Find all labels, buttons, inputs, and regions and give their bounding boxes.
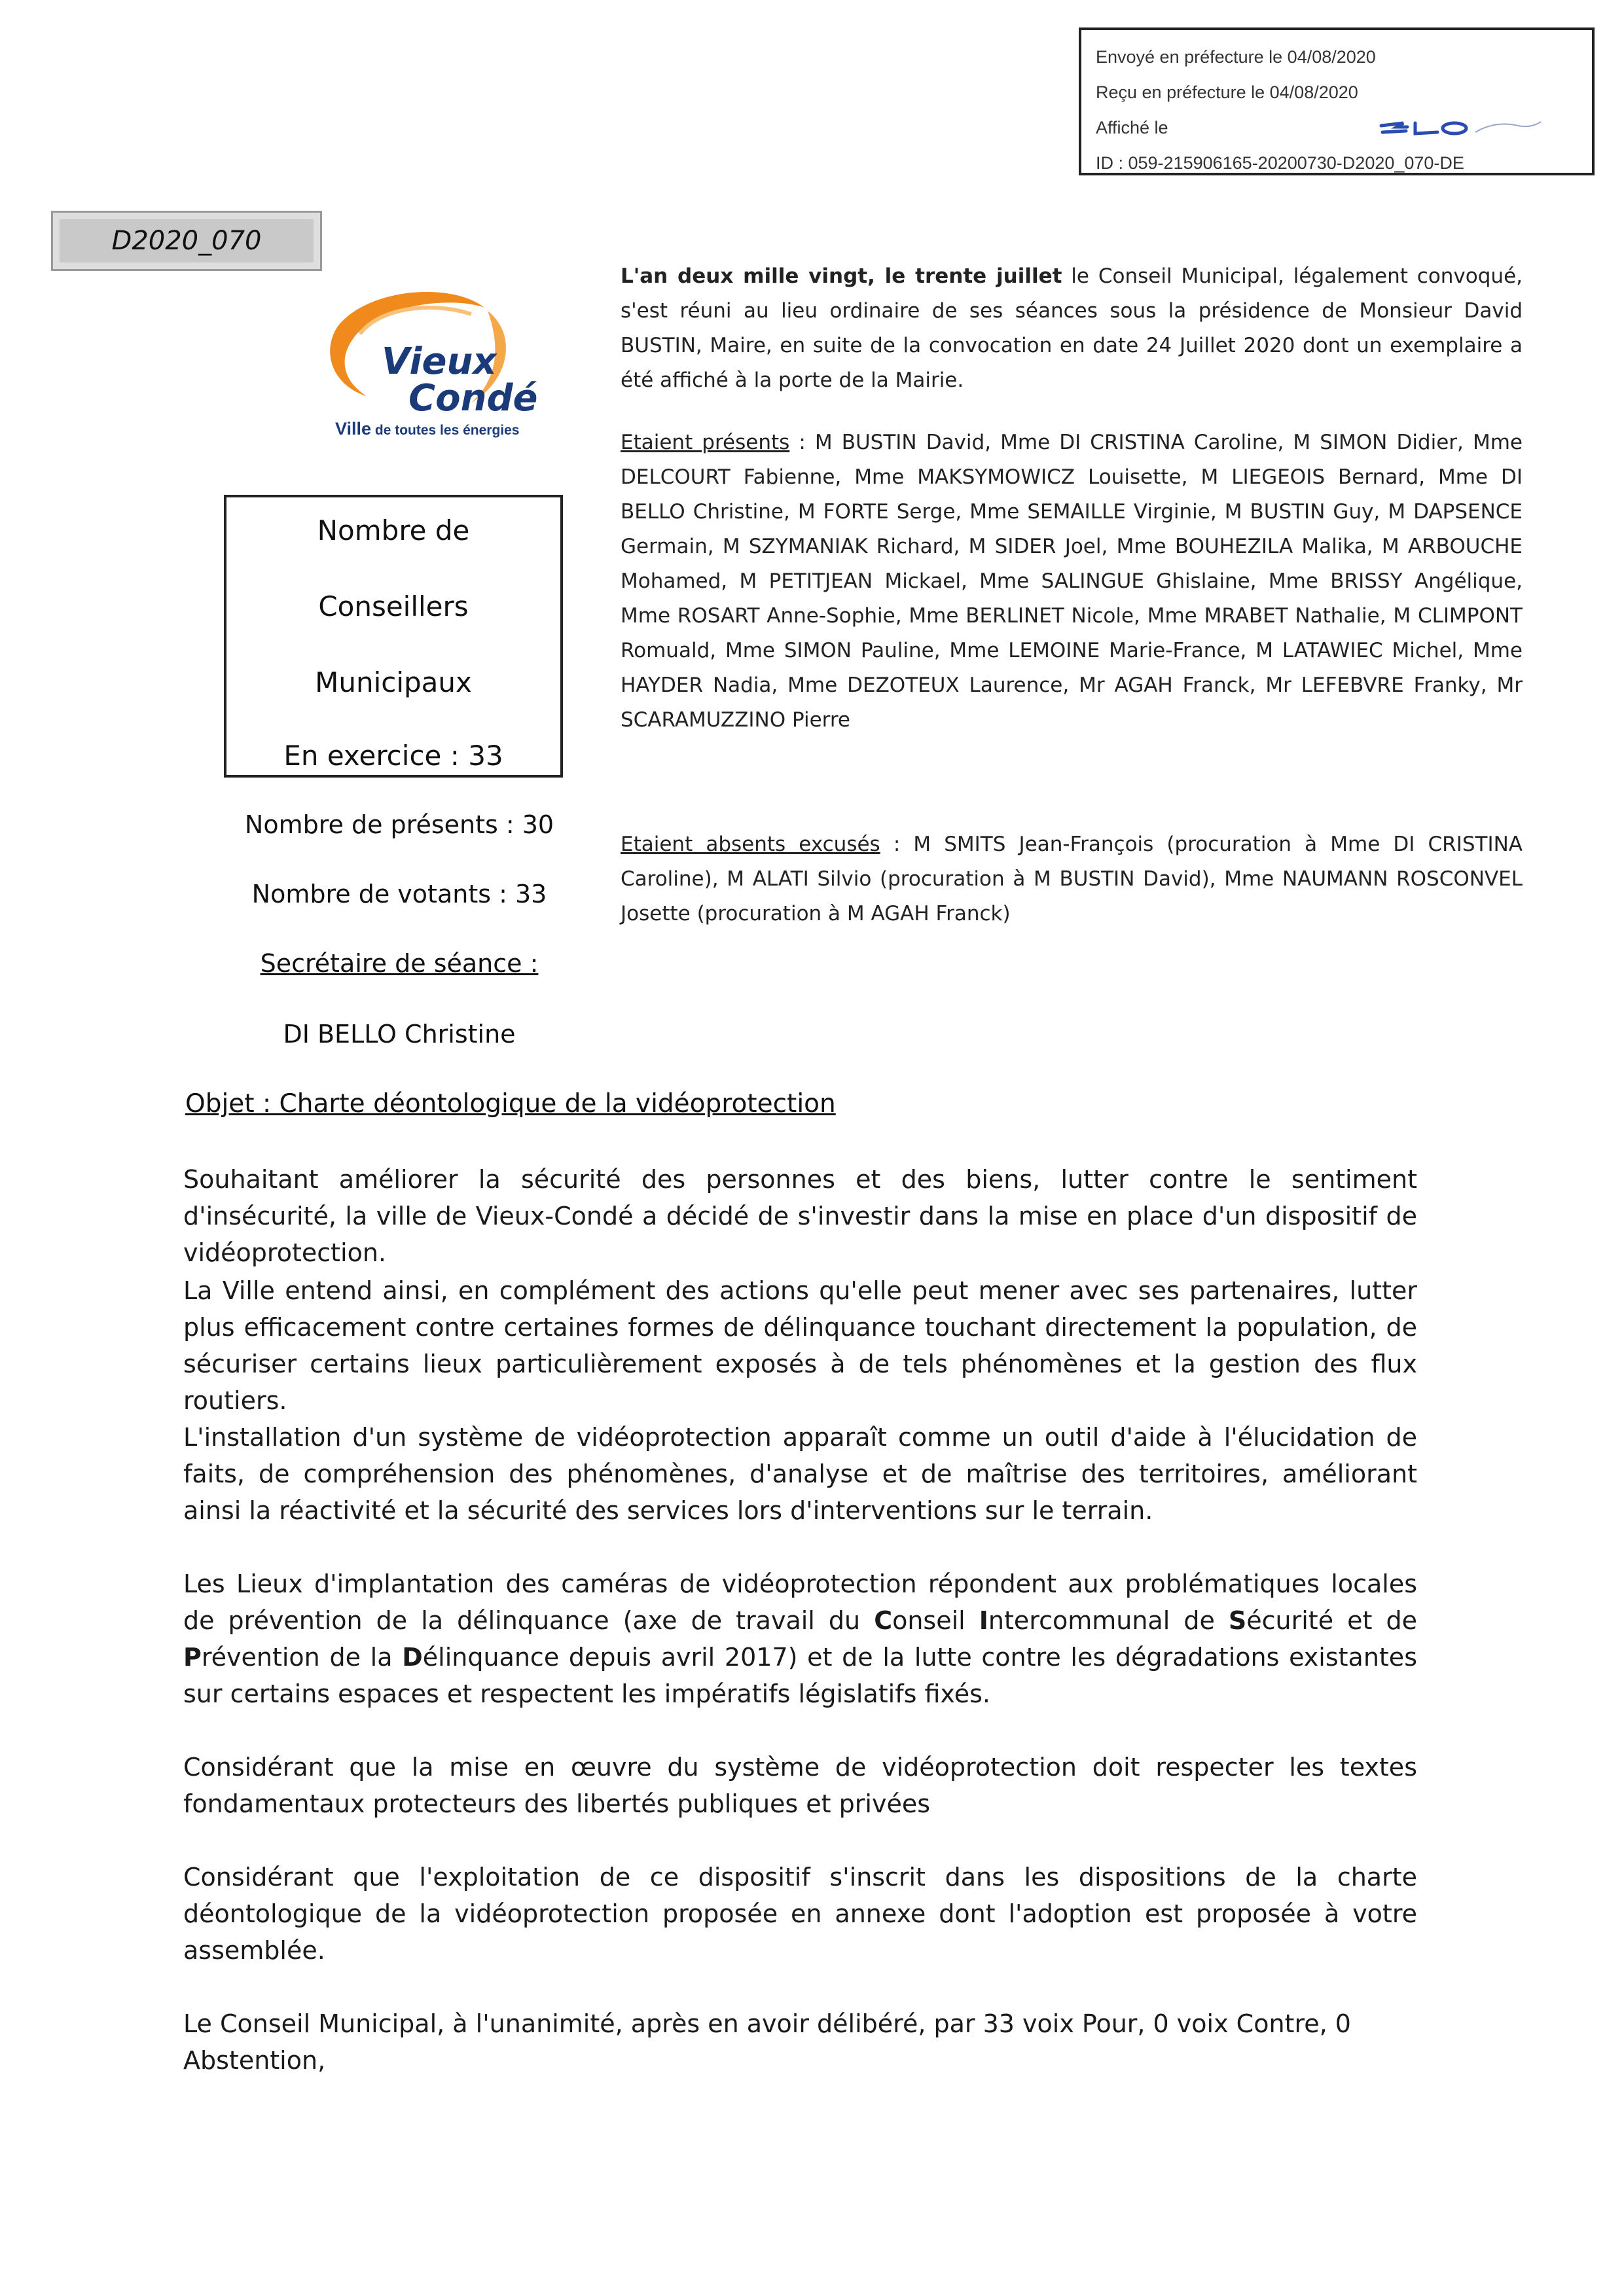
p4-word-onseil: onseil [892,1606,979,1635]
p4-initial-c: C [874,1606,893,1635]
p4-word-ntercommunal: ntercommunal de [988,1606,1229,1635]
subject-heading: Objet : Charte déontologique de la vidéoprotection [185,1089,836,1119]
stamp-received-date: Reçu en préfecture le 04/08/2020 [1096,82,1358,102]
absents-paragraph [621,827,1523,931]
p4-initial-i: I [979,1606,988,1635]
presents-paragraph [621,425,1523,738]
p4-part-a: Les Lieux d'implantation des caméras de vidéoprotection répondent aux problématiques locales de prévention de la délinquance (axe de travail du [183,1570,1417,1635]
logo-tagline [335,419,551,439]
body-paragraph-6: Considérant que l'exploitation de ce dispositif s'inscrit dans les dispositions de la charte déontologique de la vidéoprotection proposée en annexe dont l'adoption est proposée à votre assemblée. [183,1863,1417,1965]
body-paragraph-4 [183,1566,1417,1712]
logo-tagline-rest: de toutes les énergies [371,423,520,438]
stamp-id: ID : 059-215906165-20200730-D2020_070-DE [1096,153,1464,173]
p4-word-elinquance: élinquance [422,1643,560,1672]
p4-initial-d: D [402,1643,423,1672]
reference-label: D2020_070 [51,211,322,271]
logo-tagline-ville: Ville [335,419,372,439]
decision-line-1: Le Conseil Municipal, à l'unanimité, après en avoir délibéré, par 33 voix Pour, 0 voix Contre, 0 [183,2009,1351,2038]
signature-mark-icon [1377,117,1547,140]
presents-sep: : [789,431,815,454]
secretary-name: DI BELLO Christine [283,1020,516,1049]
body-paragraph-1: Souhaitant améliorer la sécurité des personnes et des biens, lutter contre le sentiment d'insécurité, la ville de Vieux-Condé a décidé de s'investir dans la mise en place d'un dispositif de vidéoprotection. [183,1165,1417,1267]
prefecture-stamp [1079,27,1595,175]
p4-word-revention: révention de la [201,1643,403,1672]
counsellors-box [224,495,563,778]
city-logo [321,281,538,439]
voter-count: Nombre de votants : 33 [251,880,547,908]
counsellors-line1: Nombre de [317,514,470,547]
intro-rest: le Conseil Municipal, légalement convoqué, s'est réuni au lieu ordinaire de ses séances sous la présidence de Monsieur David BUSTIN, Maire, en suite de la convocation en date 24 Juillet 2020 dont un exemplaire a été affiché à la porte de la Mairie. [621,264,1523,392]
logo-word-conde: Condé [408,377,538,420]
body-paragraph-5: Considérant que la mise en œuvre du système de vidéoprotection doit respecter les textes fondamentaux protecteurs des libertés publiques et privées [183,1753,1417,1818]
body-paragraph-2: La Ville entend ainsi, en complément des actions qu'elle peut mener avec ses partenaires, lutter plus efficacement contre certaines formes de délinquance touchant directement la population, de sécuriser certains lieux particulièrement exposés à de tels phénomènes et la gestion des flux routiers. [183,1276,1417,1415]
presents-label: Etaient présents [621,431,790,454]
counsellors-in-office: En exercice : 33 [283,740,503,772]
secretary-label: Secrétaire de séance : [260,949,539,978]
decision-line-2: Abstention, [183,2046,326,2075]
logo-word-vieux: Vieux [382,340,497,383]
stamp-posted-row [1096,110,1578,145]
present-count: Nombre de présents : 30 [244,810,554,839]
stamp-sent-date: Envoyé en préfecture le 04/08/2020 [1096,47,1376,67]
presents-list: M BUSTIN David, Mme DI CRISTINA Caroline, M SIMON Didier, Mme DELCOURT Fabienne, Mme MAKSYMOWICZ Louisette, M LIEGEOIS Bernard, Mme DI BELLO Christine, M FORTE Serge, Mme SEMAILLE Virginie, M BUSTIN Guy, M DAPSENCE Germain, M SZYMANIAK Richard, M SIDER Joel, Mme BOUHEZILA Malika, M ARBOUCHE Mohamed, M PETITJEAN Mickael, Mme SALINGUE Ghislaine, Mme BRISSY Angélique, Mme ROSART Anne-Sophie, Mme BERLINET Nicole, Mme MRABET Nathalie, M CLIMPONT Romuald, Mme SIMON Pauline, Mme LEMOINE Marie-France, M LATAWIEC Michel, Mme HAYDER Nadia, Mme DEZOTEUX Laurence, Mr AGAH Franck, Mr LEFEBVRE Franky, Mr SCARAMUZZINO Pierre [621,431,1523,732]
body-paragraph-3: L'installation d'un système de vidéoprotection apparaît comme un outil d'aide à l'élucidation de faits, de compréhension des phénomènes, d'analyse et de maîtrise des territoires, améliorant ainsi la réactivité et la sécurité des services lors d'interventions sur le terrain. [183,1423,1417,1525]
counsellors-line2: Conseillers [318,590,469,622]
p4-word-ecurite: écurité et de [1246,1606,1417,1635]
p4-initial-s: S [1228,1606,1247,1635]
intro-lead: L'an deux mille vingt, le trente juillet [621,264,1062,288]
p4-part-b: depuis avril 2017) et de la lutte contre les dégradations existantes sur certains espaces et respectent les impératifs législatifs fixés. [183,1643,1417,1708]
stamp-posted-label: Affiché le [1096,118,1168,137]
absents-label: Etaient absents excusés [621,833,880,856]
p4-initial-p: P [183,1643,202,1672]
absents-sep: : [880,833,914,856]
intro-paragraph [621,259,1523,398]
absents-list: M SMITS Jean-François (procuration à Mme DI CRISTINA Caroline), M ALATI Silvio (procuration à M BUSTIN David), Mme NAUMANN ROSCONVEL Josette (procuration à M AGAH Franck) [621,833,1523,925]
counsellors-line3: Municipaux [315,666,472,698]
